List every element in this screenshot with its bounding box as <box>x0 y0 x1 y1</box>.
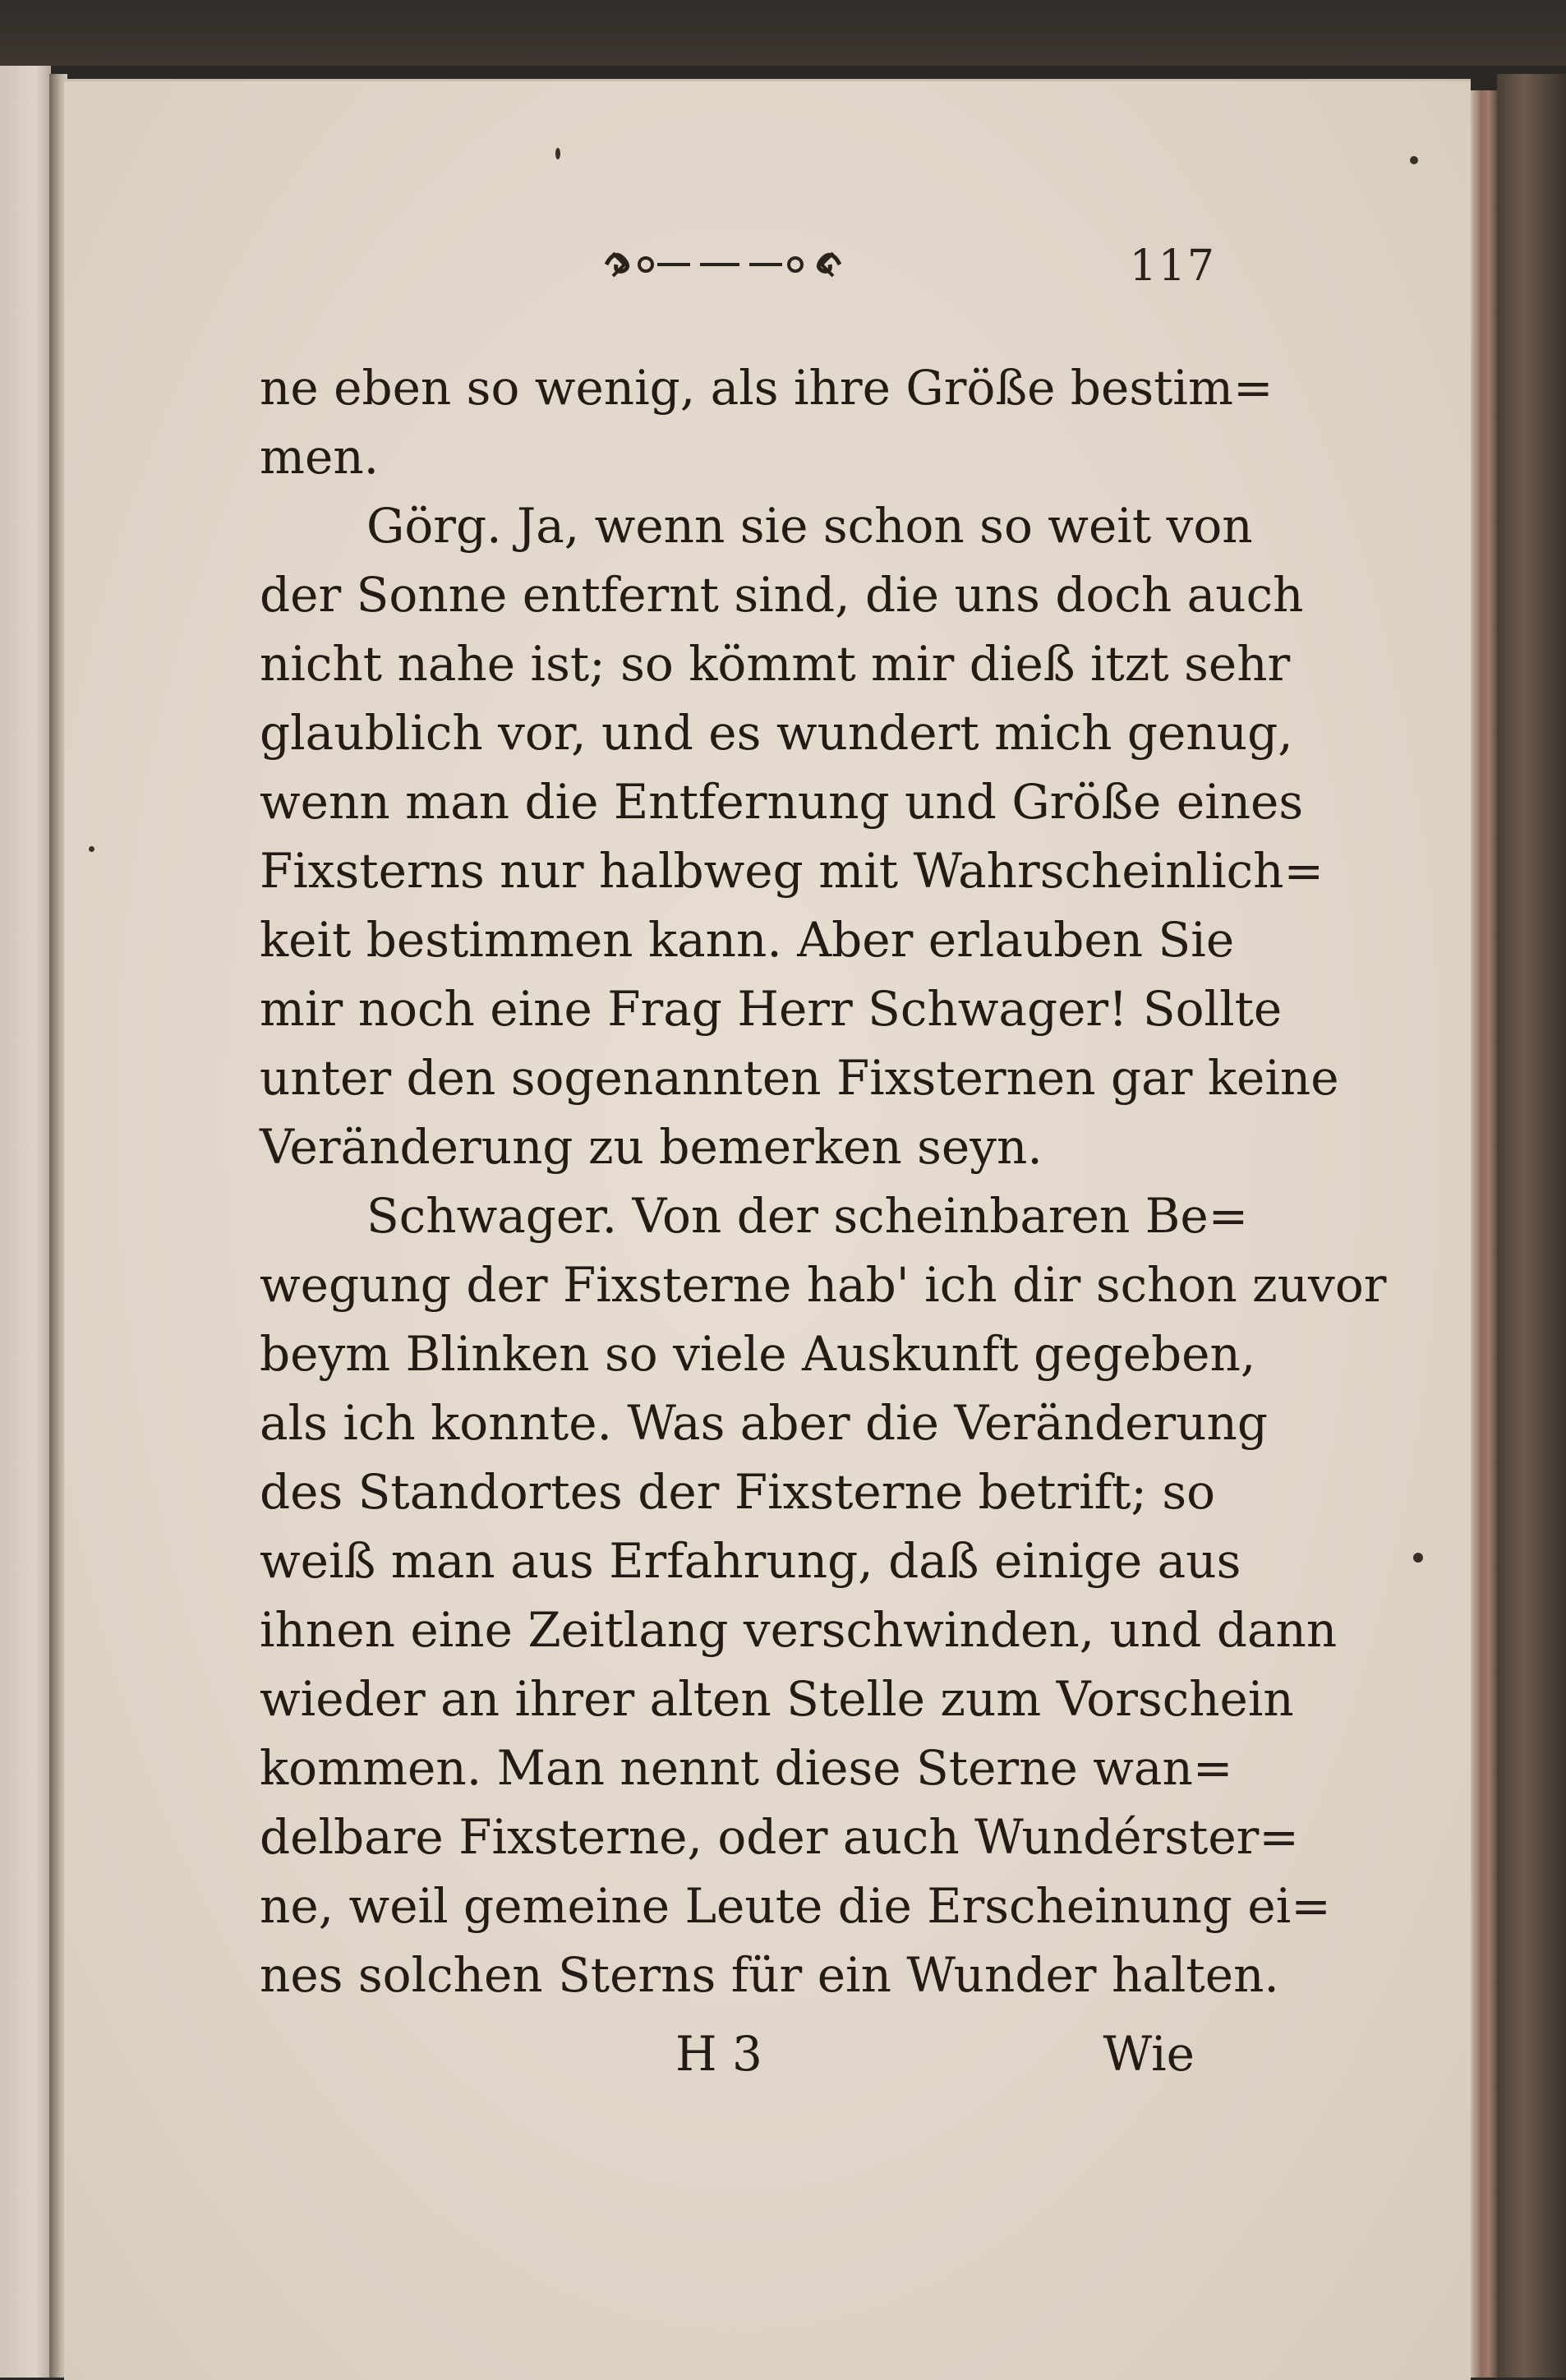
text-line: Schwager. Von der scheinbaren Be= <box>366 1188 1249 1244</box>
paper-speck <box>1413 1553 1423 1563</box>
text-line: wenn man die Entfernung und Größe eines <box>260 774 1304 830</box>
facing-page-edge <box>0 66 51 2378</box>
text-line: delbare Fixsterne, oder auch Wundérster= <box>260 1809 1299 1865</box>
text-line: des Standortes der Fixsterne betrift; so <box>260 1464 1216 1520</box>
text-line: ihnen eine Zeitlang verschwinden, und dann <box>260 1602 1338 1658</box>
text-line: wegung der Fixsterne hab' ich dir schon zuvor <box>260 1257 1387 1313</box>
page-edge-right <box>1471 90 1497 2378</box>
body-text <box>260 353 1387 2029</box>
paper-speck <box>89 846 94 852</box>
book-cover-edge <box>1497 74 1566 2378</box>
paper-speck <box>555 148 560 159</box>
scan-background-top <box>0 0 1566 66</box>
text-line: keit bestimmen kann. Aber erlauben Sie <box>260 912 1235 968</box>
text-line: kommen. Man nennt diese Sterne wan= <box>260 1740 1233 1796</box>
page-number: 117 <box>1129 242 1216 291</box>
text-line: als ich konnte. Was aber die Veränderung <box>260 1395 1268 1451</box>
text-line: der Sonne entfernt sind, die uns doch auch <box>260 567 1304 623</box>
text-line: nicht nahe ist; so kömmt mir dieß itzt sehr <box>260 636 1291 692</box>
text-line: weiß man aus Erfahrung, daß einige aus <box>260 1533 1241 1589</box>
text-line: unter den sogenannten Fixsternen gar keine <box>260 1050 1339 1106</box>
text-line: Görg. Ja, wenn sie schon so weit von <box>366 498 1253 554</box>
text-line: ne eben so wenig, als ihre Größe bestim= <box>260 360 1274 416</box>
printer-ornament-icon <box>600 240 846 289</box>
text-line: mir noch eine Frag Herr Schwager! Sollte <box>260 981 1283 1037</box>
text-line: Fixsterns nur halbweg mit Wahrscheinlich= <box>260 843 1324 899</box>
paper-speck <box>1410 156 1418 164</box>
catchword: Wie <box>1103 2026 1195 2082</box>
text-line: glaublich vor, und es wundert mich genug, <box>260 705 1293 761</box>
signature-mark: H 3 <box>675 2026 762 2082</box>
text-line: beym Blinken so viele Auskunft gegeben, <box>260 1326 1256 1382</box>
text-line: nes solchen Sterns für ein Wunder halten. <box>260 1947 1279 2003</box>
text-line: wieder an ihrer alten Stelle zum Vorschein <box>260 1671 1294 1727</box>
text-line: Veränderung zu bemerken seyn. <box>260 1119 1043 1175</box>
text-line: men. <box>260 429 380 485</box>
text-line: ne, weil gemeine Leute die Erscheinung ei= <box>260 1878 1331 1934</box>
